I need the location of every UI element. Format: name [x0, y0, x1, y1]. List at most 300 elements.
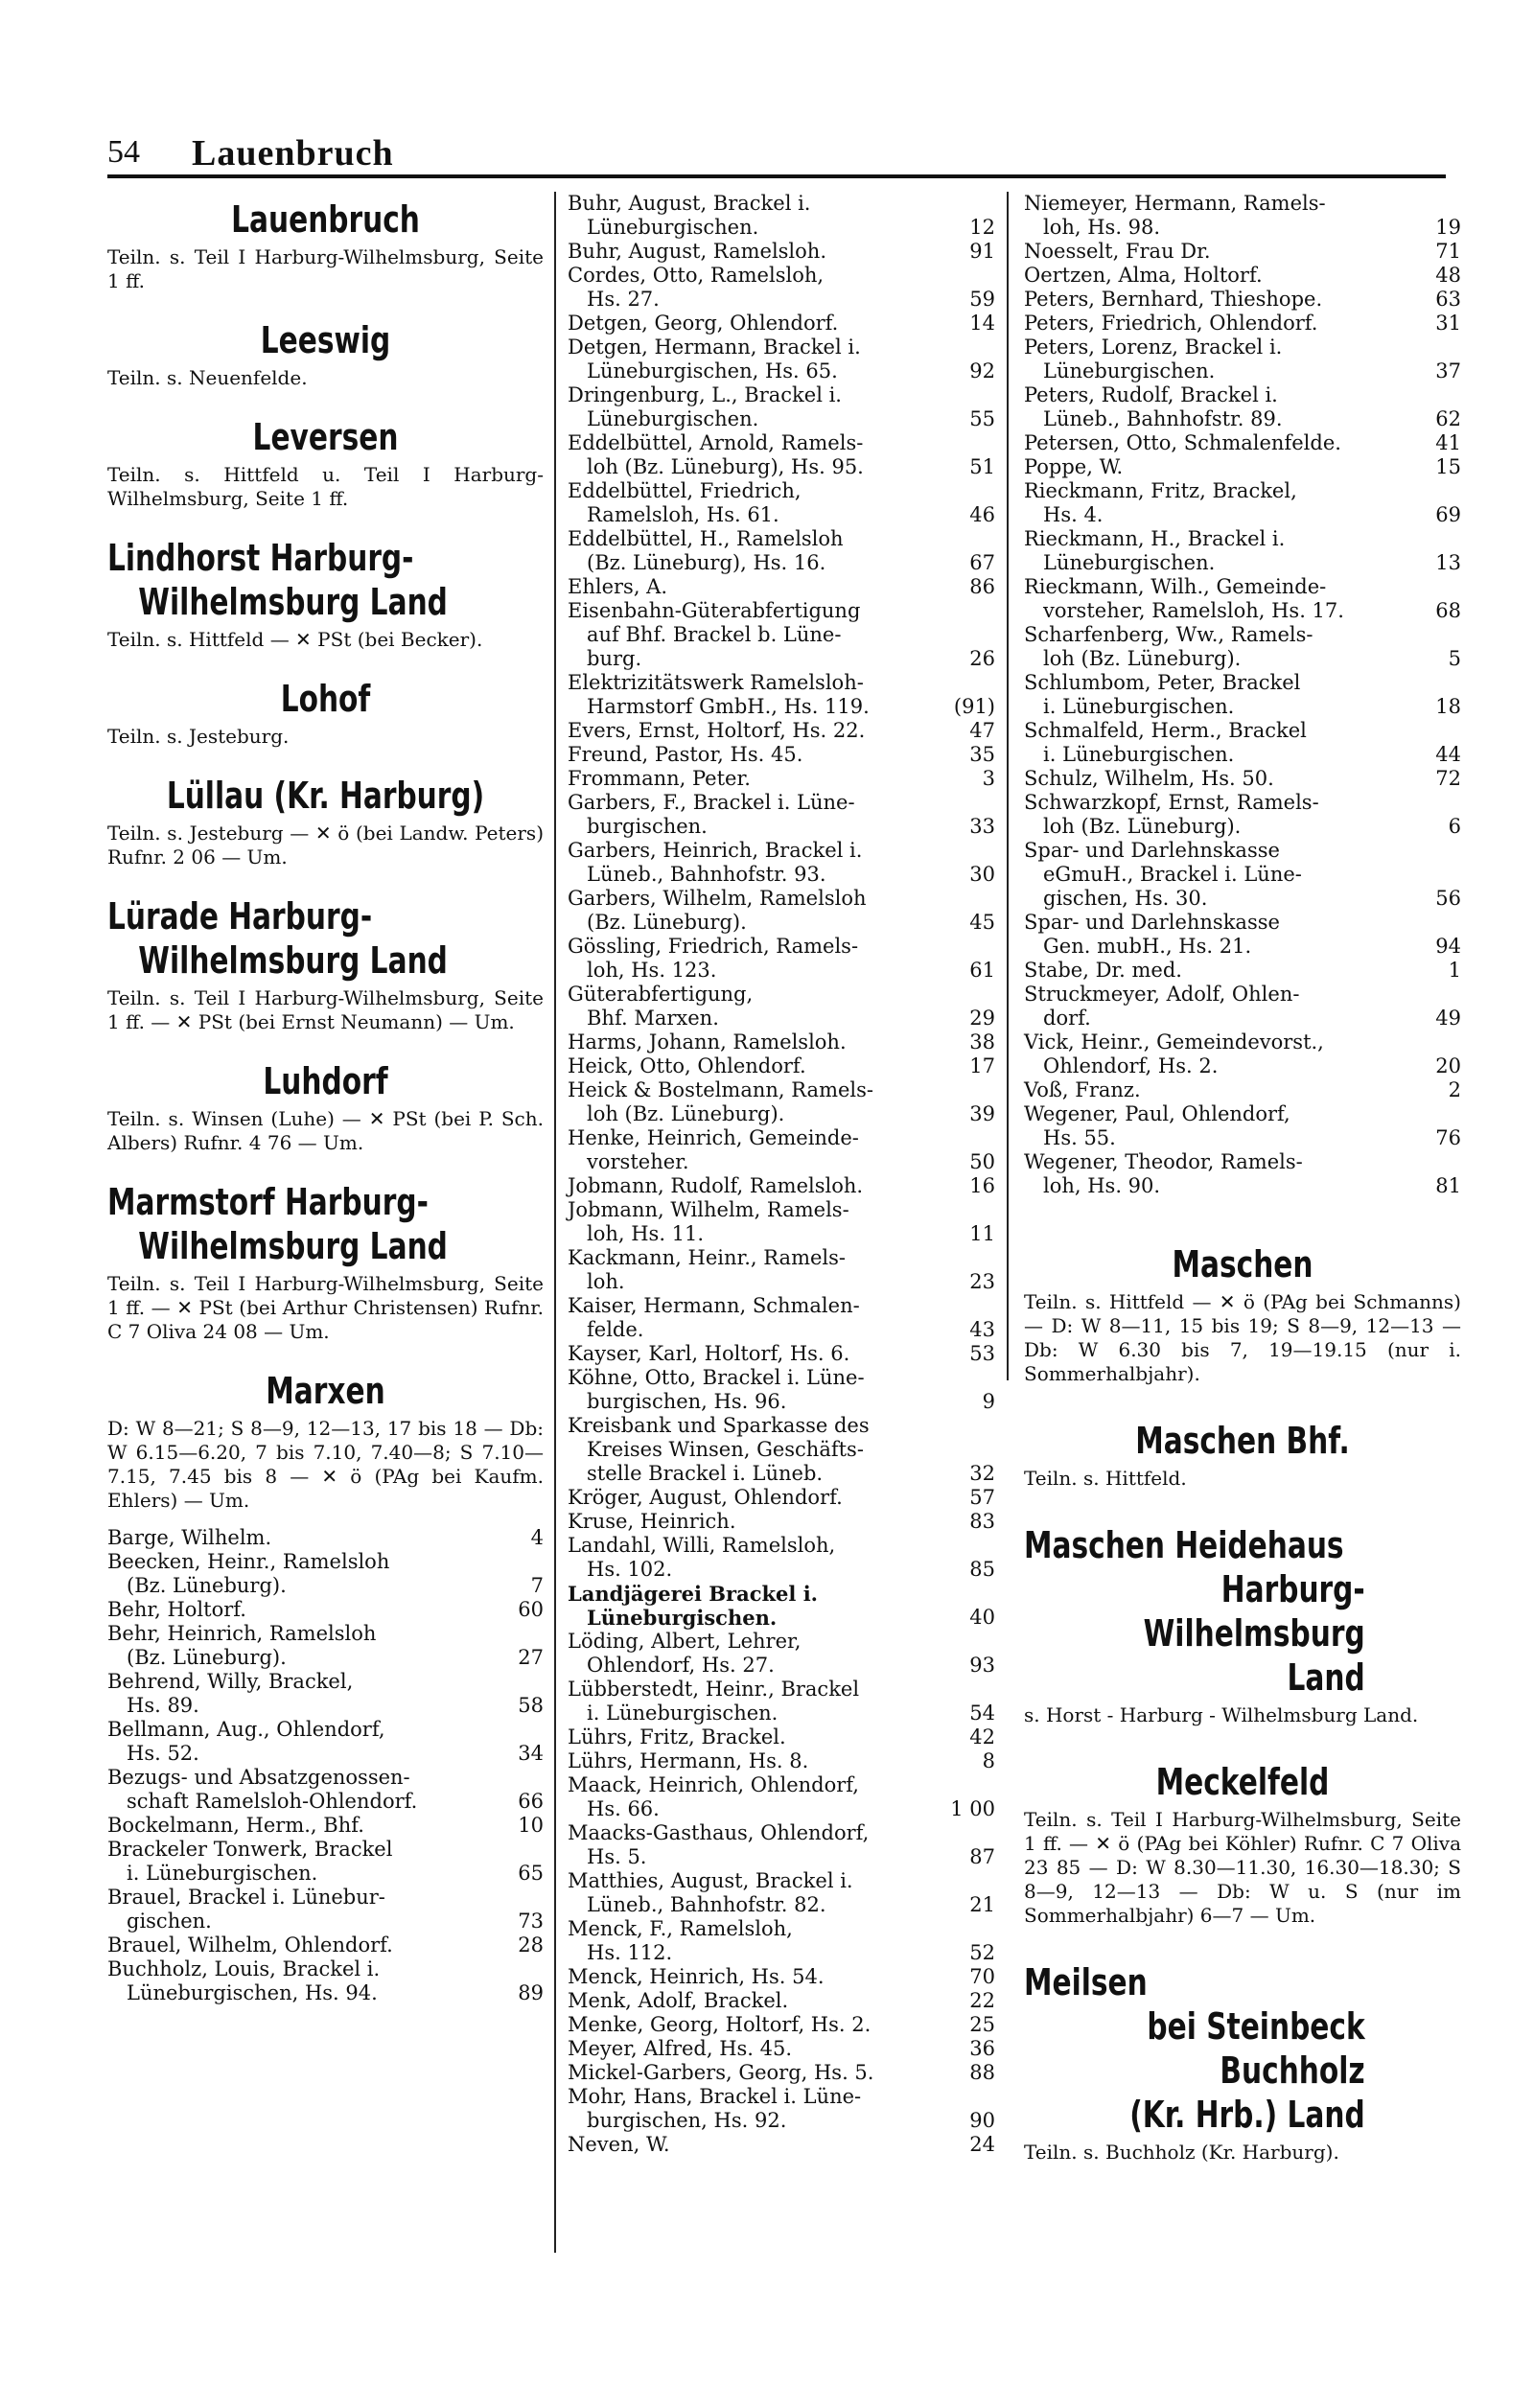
directory-entry: [1024, 240, 1461, 264]
place-block: [1024, 1960, 1461, 2165]
entry-name: [107, 1598, 517, 1622]
entry-number: 25: [969, 2013, 995, 2036]
entry-line: Petersen, Otto, Schmalenfelde.: [1024, 431, 1341, 454]
entry-number: 38: [969, 1030, 995, 1054]
place-name: [155, 677, 496, 721]
place-info: Teiln. s. Hittfeld — ✕ PSt (bei Becker).: [107, 628, 483, 651]
directory-entry: [107, 1598, 544, 1622]
entry-number: 81: [1435, 1174, 1461, 1197]
entry-name: [568, 1126, 968, 1174]
directory-entry: [568, 1821, 995, 1869]
entry-line: Heick & Bostelmann, Ramels-: [568, 1078, 873, 1101]
entry-number: 71: [1435, 240, 1461, 263]
entry-name: [107, 1526, 517, 1550]
directory-entry: [568, 1630, 995, 1678]
entry-line: Hs. 112.: [587, 1941, 673, 1964]
entry-number: 49: [1435, 1007, 1461, 1030]
entry-line: Lüneburgischen.: [1043, 551, 1216, 574]
place-block: [107, 1059, 544, 1155]
entry-number: 10: [518, 1814, 544, 1837]
entry-number: 1 00: [950, 1797, 995, 1820]
entry-line: Rieckmann, Wilh., Gemeinde-: [1024, 575, 1327, 598]
entry-number: 16: [969, 1174, 995, 1197]
entry-line: Lüneburgischen, Hs. 65.: [587, 359, 838, 382]
entry-line: Detgen, Hermann, Brackel i.: [568, 336, 861, 359]
entry-line: Lüneburgischen.: [587, 216, 759, 239]
entry-name: [1024, 455, 1434, 479]
entry-number: 44: [1435, 743, 1461, 766]
entry-line: loh (Bz. Lüneburg).: [1043, 647, 1242, 670]
entry-name: [107, 1933, 517, 1957]
entry-line: Güterabfertigung,: [568, 983, 754, 1006]
entry-line: Scharfenberg, Ww., Ramels-: [1024, 623, 1313, 646]
entry-line: Schlumbom, Peter, Brackel: [1024, 671, 1301, 694]
entry-name: [568, 1749, 968, 1773]
directory-entry: [107, 1838, 544, 1886]
directory-entry: [568, 1342, 995, 1366]
place-name-line: Lindhorst Harburg-: [107, 537, 414, 579]
entry-number: 32: [969, 1462, 995, 1485]
entry-name: [1024, 1150, 1434, 1198]
place-block: [107, 318, 544, 390]
entry-number: 42: [969, 1725, 995, 1748]
entry-name: [568, 1414, 968, 1486]
entry-line: Rieckmann, H., Brackel i.: [1024, 527, 1286, 550]
directory-entry: [568, 192, 995, 240]
entry-number: 63: [1435, 288, 1461, 311]
place-name-line: Luhdorf: [263, 1060, 388, 1102]
entry-number: 22: [969, 1989, 995, 2012]
directory-entry: [568, 743, 995, 767]
entry-number: 76: [1435, 1126, 1461, 1149]
directory-entry: [568, 575, 995, 599]
entry-number: 11: [969, 1222, 995, 1245]
entry-list: [107, 1526, 544, 2005]
directory-entry: [1024, 983, 1461, 1030]
entry-line: Peters, Bernhard, Thieshope.: [1024, 288, 1323, 311]
entry-name: [107, 1670, 517, 1718]
entry-name: [568, 192, 968, 240]
place-name: [1072, 1419, 1413, 1463]
entry-line: eGmuH., Brackel i. Lüne-: [1043, 863, 1302, 886]
entry-line: Wegener, Theodor, Ramels-: [1024, 1150, 1303, 1173]
entry-name: [568, 839, 968, 887]
entry-name: [568, 1917, 968, 1965]
entry-number: 93: [969, 1654, 995, 1677]
entry-line: i. Lüneburgischen.: [1043, 743, 1235, 766]
place-name-line: Maschen Heidehaus: [1024, 1524, 1344, 1566]
directory-entry: [1024, 911, 1461, 959]
directory-entry: [568, 767, 995, 791]
directory-entry: [568, 2133, 995, 2157]
entry-name: [568, 2061, 968, 2085]
directory-entry: [1024, 288, 1461, 312]
entry-name: [1024, 1030, 1434, 1078]
place-name: [107, 536, 448, 624]
entry-name: [107, 1838, 517, 1886]
entry-name: [107, 1718, 517, 1766]
entry-line: loh, Hs. 11.: [587, 1222, 705, 1245]
entry-line: vorsteher.: [587, 1150, 689, 1173]
directory-entry: [568, 2085, 995, 2133]
entry-number: 92: [969, 359, 995, 382]
place-name-line: Meilsen: [1024, 1961, 1148, 2003]
place-block: [1024, 1419, 1461, 1491]
entry-number: 89: [518, 1981, 544, 2004]
entry-line: Spar- und Darlehnskasse: [1024, 911, 1280, 934]
entry-number: 59: [969, 288, 995, 311]
entry-name: [568, 1989, 968, 2013]
entry-number: 62: [1435, 407, 1461, 430]
entry-name: [568, 671, 954, 719]
place-name-line: Land: [1287, 1656, 1365, 1699]
directory-entry: [107, 1957, 544, 2005]
entry-number: 70: [969, 1965, 995, 1988]
entry-name: [568, 431, 968, 479]
entry-name: [568, 743, 968, 767]
entry-number: 48: [1435, 264, 1461, 287]
entry-number: 5: [1448, 647, 1461, 670]
place-info: Teiln. s. Teil I Harburg-Wilhelmsburg, Seite 1 ff. — ✕ ö (PAg bei Köhler) Rufnr. C 7 Oliva 23 85 — D: W 8.30—11.30, 16.30—18.30; S 8—9, 12—13 — Db: W u. S (nur im Sommerhalbjahr) 6—7 — Um.: [1024, 1808, 1461, 1927]
place-name: [107, 894, 448, 983]
entry-number: 54: [969, 1702, 995, 1725]
entry-line: Ohlendorf, Hs. 2.: [1043, 1054, 1219, 1077]
place-info: s. Horst - Harburg - Wilhelmsburg Land.: [1024, 1703, 1419, 1726]
place-block: [107, 894, 544, 1034]
entry-name: [568, 336, 968, 383]
entry-line: Stabe, Dr. med.: [1024, 959, 1182, 982]
place-info: Teiln. s. Hittfeld — ✕ ö (PAg bei Schmanns) — D: W 8—11, 15 bis 19; S 8—9, 12—13 — Db: W 6.30 bis 7, 19—19.15 (nur i. Sommerhalbjahr).: [1024, 1290, 1461, 1385]
entry-line: Wegener, Paul, Ohlendorf,: [1024, 1102, 1290, 1125]
entry-name: [568, 1725, 968, 1749]
entry-name: [568, 264, 968, 312]
entry-number: 60: [518, 1598, 544, 1621]
entry-line: Brauel, Wilhelm, Ohlendorf.: [107, 1933, 393, 1956]
entry-line: Kaiser, Hermann, Schmalen-: [568, 1294, 860, 1317]
entry-line: Matthies, August, Brackel i.: [568, 1869, 853, 1892]
entry-number: 17: [969, 1054, 995, 1077]
entry-number: 85: [969, 1558, 995, 1581]
place-info: Teiln. s. Jesteburg.: [107, 725, 290, 748]
entry-number: 14: [969, 312, 995, 335]
entry-line: Freund, Pastor, Hs. 45.: [568, 743, 803, 766]
entry-number: 15: [1435, 455, 1461, 478]
entry-name: [568, 1030, 968, 1054]
place-name-line: Leversen: [252, 416, 399, 458]
entry-number: 19: [1435, 216, 1461, 239]
entry-line: loh (Bz. Lüneburg).: [1043, 815, 1242, 838]
directory-entry: [1024, 1078, 1461, 1102]
place-name-line: Meckelfeld: [1155, 1761, 1330, 1803]
entry-number: 83: [969, 1510, 995, 1533]
entry-line: (Bz. Lüneburg).: [587, 911, 747, 934]
entry-number: 23: [969, 1270, 995, 1293]
directory-entry: [1024, 719, 1461, 767]
entry-line: (Bz. Lüneburg), Hs. 16.: [587, 551, 826, 574]
entry-line: Mickel-Garbers, Georg, Hs. 5.: [568, 2061, 874, 2084]
directory-entry: [568, 1965, 995, 1989]
place-block: [107, 677, 544, 749]
place-name: [107, 1180, 448, 1268]
directory-entry: [568, 2013, 995, 2037]
place-name: [155, 774, 496, 818]
entry-line: Buhr, August, Brackel i.: [568, 192, 811, 215]
entry-name: [568, 479, 968, 527]
entry-name: [568, 383, 968, 431]
directory-entry: [1024, 1030, 1461, 1078]
entry-name: [568, 1678, 968, 1725]
entry-line: schaft Ramelsloh-Ohlendorf.: [127, 1790, 418, 1813]
directory-entry: [568, 887, 995, 935]
entry-number: 26: [969, 647, 995, 670]
place-info: Teiln. s. Jesteburg — ✕ ö (bei Landw. Peters) Rufnr. 2 06 — Um.: [107, 822, 544, 868]
entry-line: Maack, Heinrich, Ohlendorf,: [568, 1773, 859, 1796]
directory-entry: [568, 791, 995, 839]
directory-entry: [568, 312, 995, 336]
entry-line: Hs. 52.: [127, 1742, 199, 1765]
entry-line: Menck, Heinrich, Hs. 54.: [568, 1965, 825, 1988]
entry-number: 6: [1448, 815, 1461, 838]
directory-entry: [568, 1414, 995, 1486]
entry-name: [568, 1246, 968, 1294]
entry-line: Beecken, Heinr., Ramelsloh: [107, 1550, 390, 1573]
directory-entry: [568, 719, 995, 743]
entry-name: [1024, 312, 1434, 336]
entry-number: 58: [518, 1694, 544, 1717]
directory-entry: [568, 336, 995, 383]
entry-name: [568, 1054, 968, 1078]
page-header: [107, 134, 1446, 178]
entry-name: [568, 1294, 968, 1342]
place-name-line: Lüllau (Kr. Harburg): [166, 775, 485, 817]
entry-line: Detgen, Georg, Ohlendorf.: [568, 312, 839, 335]
entry-number: 35: [969, 743, 995, 766]
directory-entry: [568, 1773, 995, 1821]
place-info: Teiln. s. Teil I Harburg-Wilhelmsburg, Seite 1 ff.: [107, 245, 544, 292]
entry-name: [1024, 288, 1434, 312]
entry-line: Landjägerei Brackel i.: [568, 1582, 818, 1606]
place-block: [107, 197, 544, 293]
entry-name: [568, 2133, 968, 2157]
entry-line: Lüneburgischen.: [1043, 359, 1216, 382]
entry-number: 13: [1435, 551, 1461, 574]
running-head: Lauenbruch: [192, 133, 394, 174]
entry-number: 31: [1435, 312, 1461, 335]
place-name-line: Marxen: [266, 1370, 385, 1412]
entry-line: Cordes, Otto, Ramelsloh,: [568, 264, 825, 287]
directory-entry: [1024, 527, 1461, 575]
entry-name: [1024, 1078, 1434, 1102]
entry-line: burg.: [587, 647, 642, 670]
entry-name: [568, 2013, 968, 2037]
directory-entry: [568, 1534, 995, 1582]
entry-number: 87: [969, 1845, 995, 1868]
place-name-line: Harburg-Wilhelmsburg: [1143, 1568, 1365, 1655]
entry-number: 90: [969, 2109, 995, 2132]
entry-line: Peters, Friedrich, Ohlendorf.: [1024, 312, 1318, 335]
entry-number: 37: [1435, 359, 1461, 382]
entry-line: gischen.: [127, 1910, 212, 1933]
place-info: Teiln. s. Teil I Harburg-Wilhelmsburg, Seite 1 ff. — ✕ PSt (bei Arthur Christensen) Rufnr. C 7 Oliva 24 08 — Um.: [107, 1272, 544, 1343]
entry-line: Kruse, Heinrich.: [568, 1510, 736, 1533]
entry-line: Garbers, Wilhelm, Ramelsloh: [568, 887, 867, 910]
entry-number: 30: [969, 863, 995, 886]
entry-line: Brackeler Tonwerk, Brackel: [107, 1838, 393, 1861]
directory-entry: [568, 1246, 995, 1294]
directory-entry: [568, 1749, 995, 1773]
directory-entry: [1024, 1150, 1461, 1198]
directory-entry: [1024, 312, 1461, 336]
entry-name: [1024, 791, 1434, 839]
entry-name: [1024, 336, 1434, 383]
entry-line: Eisenbahn-Güterabfertigung: [568, 599, 861, 622]
entry-line: Hs. 102.: [587, 1558, 673, 1581]
entry-line: Hs. 66.: [587, 1797, 660, 1820]
entry-line: Behr, Holtorf.: [107, 1598, 246, 1621]
entry-line: vorsteher, Ramelsloh, Hs. 17.: [1043, 599, 1344, 622]
entry-name: [568, 1534, 968, 1582]
entry-line: Lührs, Hermann, Hs. 8.: [568, 1749, 809, 1772]
place-name-line: (Kr. Hrb.) Land: [1129, 2094, 1365, 2136]
directory-entry: [107, 1670, 544, 1718]
entry-number: 94: [1435, 935, 1461, 958]
directory-entry: [568, 2037, 995, 2061]
entry-name: [568, 935, 968, 983]
directory-entry: [568, 599, 995, 671]
directory-entry: [568, 1078, 995, 1126]
directory-entry: [568, 983, 995, 1030]
entry-name: [568, 1486, 968, 1510]
entry-name: [107, 1814, 517, 1838]
directory-entry: [1024, 839, 1461, 911]
directory-entry: [568, 1917, 995, 1965]
entry-name: [568, 1630, 968, 1678]
entry-number: (91): [953, 695, 995, 718]
entry-name: [1024, 911, 1434, 959]
entry-number: 7: [530, 1574, 544, 1597]
entry-number: 68: [1435, 599, 1461, 622]
place-name-line: Maschen: [1172, 1243, 1313, 1285]
entry-line: i. Lüneburgischen.: [127, 1862, 318, 1885]
place-block: [107, 774, 544, 869]
entry-number: 39: [969, 1102, 995, 1125]
directory-entry: [568, 1054, 995, 1078]
place-name-line: Lauenbruch: [231, 198, 420, 241]
entry-line: auf Bhf. Brackel b. Lüne-: [587, 623, 842, 646]
place-name-line: Lürade Harburg-: [107, 895, 373, 938]
directory-entry: [568, 1869, 995, 1917]
entry-number: 9: [982, 1390, 995, 1413]
entry-line: Peters, Rudolf, Brackel i.: [1024, 383, 1278, 406]
entry-line: i. Lüneburgischen.: [1043, 695, 1235, 718]
entry-line: Bhf. Marxen.: [587, 1007, 719, 1030]
place-info: Teiln. s. Buchholz (Kr. Harburg).: [1024, 2141, 1339, 2164]
entry-number: 4: [530, 1526, 544, 1549]
entry-number: 21: [969, 1893, 995, 1916]
entry-number: 47: [969, 719, 995, 742]
entry-line: loh.: [587, 1270, 625, 1293]
entry-name: [568, 719, 968, 743]
directory-entry: [107, 1766, 544, 1814]
entry-line: Neven, W.: [568, 2133, 670, 2156]
entry-number: 91: [969, 240, 995, 263]
entry-name: [1024, 527, 1434, 575]
place-name: [155, 415, 496, 459]
directory-entry: [107, 1526, 544, 1550]
entry-line: (Bz. Lüneburg).: [127, 1574, 287, 1597]
directory-entry: [568, 1366, 995, 1414]
entry-line: Henke, Heinrich, Gemeinde-: [568, 1126, 859, 1149]
entry-name: [568, 767, 968, 791]
entry-line: Mohr, Hans, Brackel i. Lüne-: [568, 2085, 862, 2108]
place-name: [1072, 1242, 1413, 1286]
place-info: Teiln. s. Neuenfelde.: [107, 366, 308, 389]
entry-line: Garbers, Heinrich, Brackel i.: [568, 839, 863, 862]
entry-line: Kröger, August, Ohlendorf.: [568, 1486, 843, 1509]
entry-line: (Bz. Lüneburg).: [127, 1646, 287, 1669]
entry-name: [568, 1174, 968, 1198]
entry-number: 43: [969, 1318, 995, 1341]
entry-name: [1024, 719, 1434, 767]
page-number: 54: [107, 134, 140, 170]
place-name-line: Leeswig: [260, 319, 391, 361]
entry-number: 29: [969, 1007, 995, 1030]
entry-line: Bockelmann, Herm., Bhf.: [107, 1814, 364, 1837]
entry-line: Struckmeyer, Adolf, Ohlen-: [1024, 983, 1300, 1006]
entry-number: 8: [982, 1749, 995, 1772]
entry-line: Schmalfeld, Herm., Brackel: [1024, 719, 1307, 742]
entry-number: 3: [982, 767, 995, 790]
entry-line: gischen, Hs. 30.: [1043, 887, 1208, 910]
entry-line: Frommann, Peter.: [568, 767, 751, 790]
entry-line: felde.: [587, 1318, 644, 1341]
place-name-line: Lohof: [280, 678, 371, 720]
entry-name: [107, 1766, 517, 1814]
entry-number: 69: [1435, 503, 1461, 526]
entry-number: 55: [969, 407, 995, 430]
place-name: [1024, 1523, 1365, 1700]
directory-entry: [568, 1582, 995, 1630]
place-info: D: W 8—21; S 8—9, 12—13, 17 bis 18 — Db: W 6.15—6.20, 7 bis 7.10, 7.40—8; S 7.10—7.15, 7.45 bis 8 — ✕ ö (PAg bei Kaufm. Ehlers) — Um.: [107, 1417, 544, 1512]
entry-line: Hs. 5.: [587, 1845, 647, 1868]
entry-name: [107, 1886, 517, 1933]
entry-line: Voß, Franz.: [1024, 1078, 1141, 1101]
directory-entry: [107, 1886, 544, 1933]
entry-line: loh, Hs. 98.: [1043, 216, 1161, 239]
entry-line: Jobmann, Rudolf, Ramelsloh.: [568, 1174, 864, 1197]
entry-line: Buchholz, Louis, Brackel i.: [107, 1957, 381, 1980]
entry-line: Behrend, Willy, Brackel,: [107, 1670, 354, 1693]
directory-entry: [107, 1550, 544, 1598]
entry-line: Schwarzkopf, Ernst, Ramels-: [1024, 791, 1319, 814]
column-rule-left: [554, 192, 556, 2253]
entry-name: [107, 1622, 517, 1670]
entry-name: [568, 1821, 968, 1869]
entry-line: Lüneburgischen.: [587, 407, 759, 430]
place-name: [1072, 1760, 1413, 1804]
entry-number: 56: [1435, 887, 1461, 910]
place-name: [1024, 1960, 1365, 2137]
entry-line: Köhne, Otto, Brackel i. Lüne-: [568, 1366, 865, 1389]
entry-name: [568, 1078, 968, 1126]
entry-number: 28: [518, 1933, 544, 1956]
entry-line: Kreisbank und Sparkasse des: [568, 1414, 870, 1437]
place-block: [107, 536, 544, 652]
directory-entry: [1024, 431, 1461, 455]
directory-entry: [1024, 479, 1461, 527]
entry-name: [568, 240, 968, 264]
entry-line: Buhr, August, Ramelsloh.: [568, 240, 826, 263]
